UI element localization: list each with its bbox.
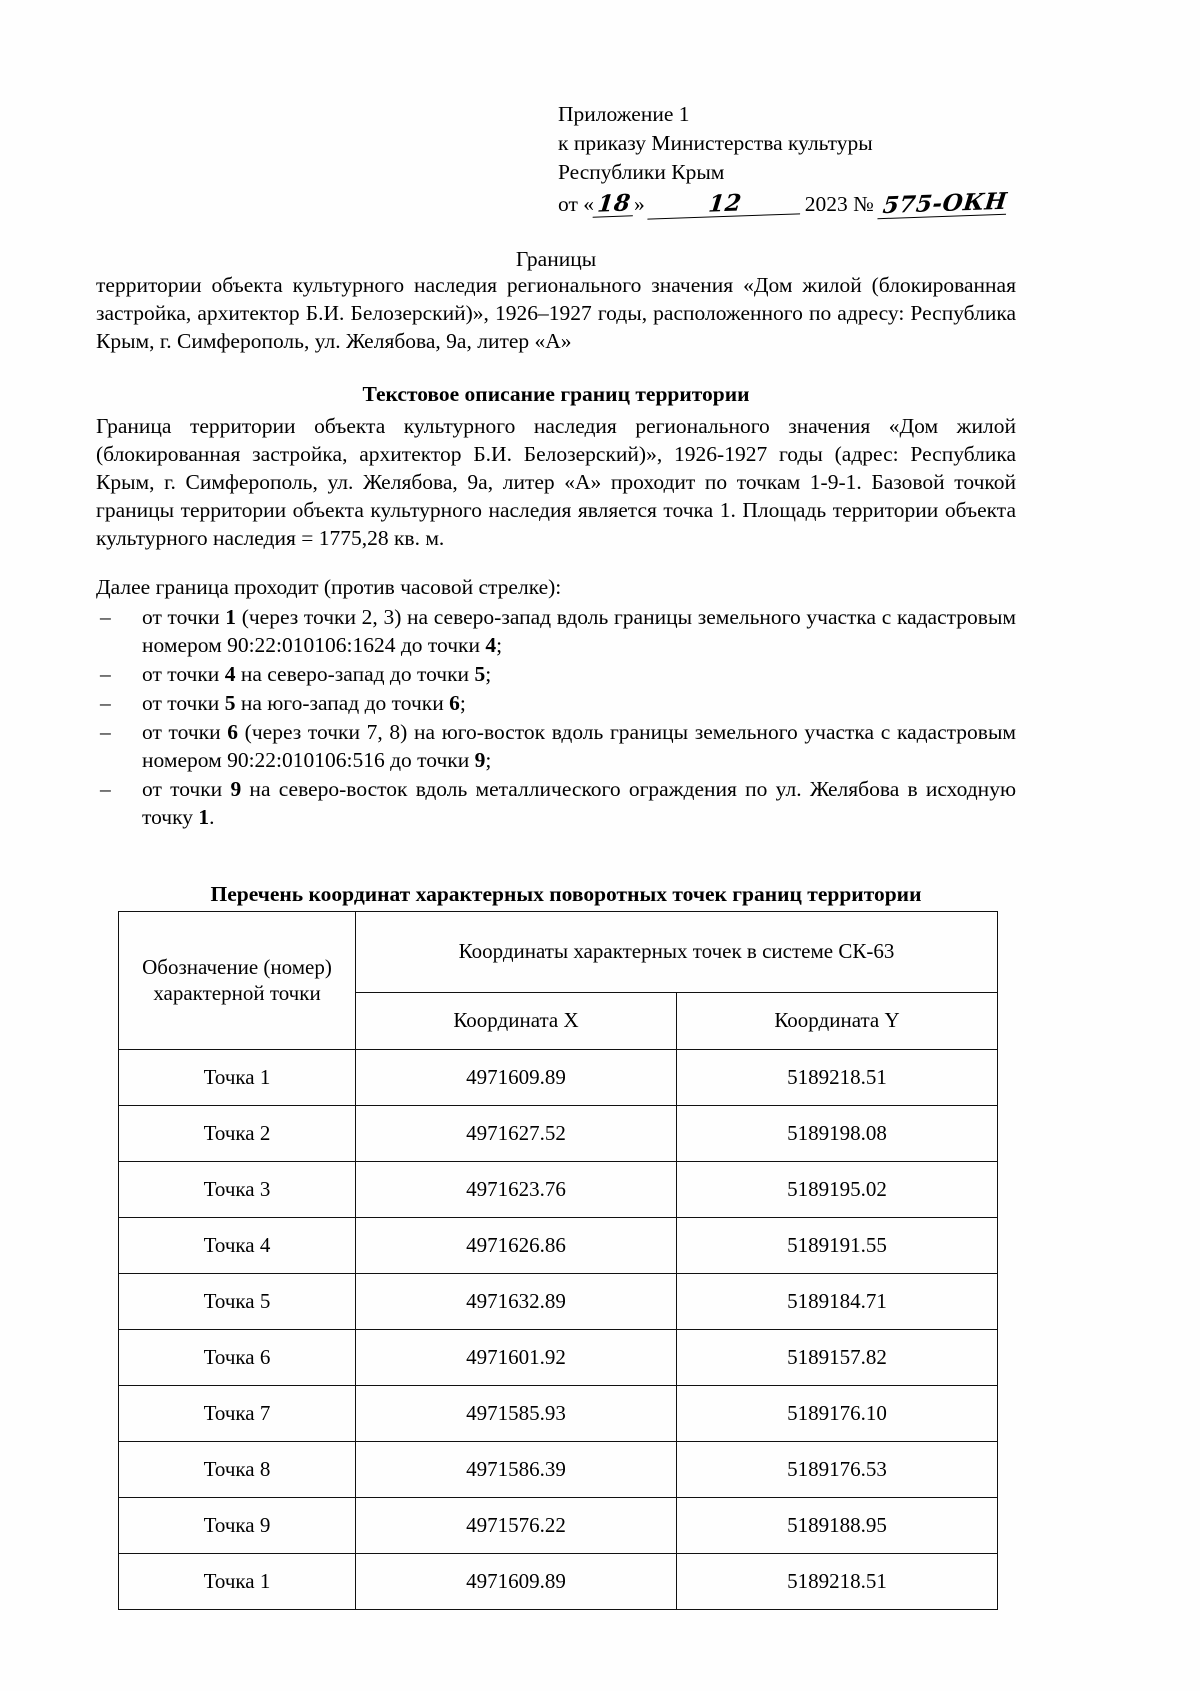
section-heading: Текстовое описание границ территории [362,381,750,406]
list-item [96,719,1016,775]
segment-text-b: на северо-запад до точки [235,662,475,687]
table-header-row-1 [119,911,998,992]
cell-point-name: Точка 5 [119,1273,356,1329]
segment-text-c: ; [496,633,503,658]
document-header [558,100,1016,219]
segment-point-from: 6 [227,720,239,745]
page-title: Границы [515,246,597,271]
cell-coord-y: 5189195.02 [677,1161,998,1217]
table-body [119,1049,998,1609]
table-row [119,1441,998,1497]
column-header-point: Обозначение (номер) характерной точки [119,911,356,1049]
segment-text-b: на юго-запад до точки [235,691,450,716]
cell-point-name: Точка 1 [119,1553,356,1609]
segment-point-from: 1 [225,605,237,630]
cell-coord-x: 4971609.89 [356,1553,677,1609]
dash-marker: – [100,662,111,687]
order-year-value: 2023 [804,191,848,216]
dash-marker: – [100,691,111,716]
order-authority-line: к приказу Министерства культуры [558,131,873,156]
cell-coord-x: 4971627.52 [356,1105,677,1161]
segment-point-to: 4 [485,633,497,658]
number-sign: № [853,191,874,216]
segment-point-from: 9 [230,777,242,801]
list-item [96,661,1016,689]
cell-point-name: Точка 3 [119,1161,356,1217]
table-row [119,1273,998,1329]
table-row [119,1553,998,1609]
quote-close: » [634,191,645,216]
cell-point-name: Точка 6 [119,1329,356,1385]
republic-line: Республики Крым [558,160,725,185]
table-row [119,1217,998,1273]
table-row [119,1497,998,1553]
cell-coord-x: 4971623.76 [356,1161,677,1217]
dash-marker: – [100,777,111,801]
segment-text-c: ; [485,662,492,687]
table-head [119,911,998,1049]
list-item [96,690,1016,718]
appendix-label: Приложение 1 [558,102,690,126]
cell-coord-y: 5189218.51 [677,1553,998,1609]
coordinates-table [118,911,998,1610]
segment-point-from: 4 [224,662,236,687]
segment-text-a: от точки [142,605,226,630]
cell-coord-y: 5189218.51 [677,1049,998,1105]
segment-text-a: от точки [142,691,225,716]
order-month-value: 12 [647,189,802,219]
segment-text-b: (через точки 7, 8) на юго-восток вдоль границы земельного участка с кадастровым номером 90:22:010106:516 до точки [142,720,1017,773]
cell-coord-x: 4971609.89 [356,1049,677,1105]
segment-text-c: ; [459,691,466,716]
table-row [119,1385,998,1441]
segment-text-b: (через точки 2, 3) на северо-запад вдоль границы земельного участка с кадастровым номером 90:22:010106:1624 до точки [142,605,1017,658]
segment-point-from: 5 [224,691,236,716]
order-day-value: 18 [593,191,636,218]
column-header-y: Координата Y [677,992,998,1049]
section-paragraph: Граница территории объекта культурного наследия регионального значения «Дом жилой (блокированная застройка, архитектор Б.И. Белозерский)», 1926-1927 годы (адрес: Республика Крым, г. Симферополь, ул. Желябова, 9а, литер «А» проходит по точкам 1-9-1. Базовой точкой границы территории объекта культурного наследия является точка 1. Площадь территории объекта культурного наследия = 1775,28 кв. м. [96,413,1016,550]
cell-coord-y: 5189157.82 [677,1329,998,1385]
table-title: Перечень координат характерных поворотных точек границ территории [210,881,922,906]
cell-coord-y: 5189191.55 [677,1217,998,1273]
segment-point-to: 9 [474,748,486,773]
segment-point-to: 5 [474,662,486,687]
list-item [96,604,1016,660]
cell-coord-x: 4971632.89 [356,1273,677,1329]
order-number-value: 575-ОКН [877,189,1008,219]
table-row [119,1329,998,1385]
cell-coord-y: 5189188.95 [677,1497,998,1553]
document-content [96,0,1016,1610]
cell-coord-y: 5189198.08 [677,1105,998,1161]
section-intro: Далее граница проходит (против часовой стрелке): [96,575,562,600]
border-segments-list [96,604,1016,832]
cell-coord-x: 4971626.86 [356,1217,677,1273]
cell-point-name: Точка 1 [119,1049,356,1105]
segment-text-b: на северо-восток вдоль металлического ограждения по ул. Желябова в исходную точку [142,777,1016,829]
cell-coord-x: 4971586.39 [356,1441,677,1497]
cell-point-name: Точка 9 [119,1497,356,1553]
segment-text-c: ; [485,748,492,773]
table-row [119,1161,998,1217]
list-item [96,776,1016,832]
column-header-coordinates: Координаты характерных точек в системе СК-63 [356,911,998,992]
segment-text-a: от точки [142,720,228,745]
cell-point-name: Точка 2 [119,1105,356,1161]
dash-marker: – [100,605,111,630]
cell-point-name: Точка 4 [119,1217,356,1273]
segment-point-to: 6 [449,691,460,716]
cell-coord-y: 5189176.10 [677,1385,998,1441]
table-row [119,1105,998,1161]
dash-marker: – [100,720,111,745]
order-date-line [558,187,1016,219]
cell-coord-x: 4971576.22 [356,1497,677,1553]
cell-coord-x: 4971585.93 [356,1385,677,1441]
cell-point-name: Точка 8 [119,1441,356,1497]
table-row [119,1049,998,1105]
segment-text-a: от точки [142,662,225,687]
segment-text-a: от точки [142,777,231,801]
title-subtitle: территории объекта культурного наследия регионального значения «Дом жилой (блокированная застройка, архитектор Б.И. Белозерский)», 1926–1927 годы, расположенного по адресу: Республика Крым, г. Симферополь, ул. Желябова, 9а, литер «А» [96,272,1016,353]
cell-coord-x: 4971601.92 [356,1329,677,1385]
column-header-x: Координата X [356,992,677,1049]
cell-coord-y: 5189176.53 [677,1441,998,1497]
cell-point-name: Точка 7 [119,1385,356,1441]
segment-point-to: 1 [198,804,210,829]
date-prefix: от « [558,191,594,216]
cell-coord-y: 5189184.71 [677,1273,998,1329]
segment-text-c: . [209,804,215,829]
